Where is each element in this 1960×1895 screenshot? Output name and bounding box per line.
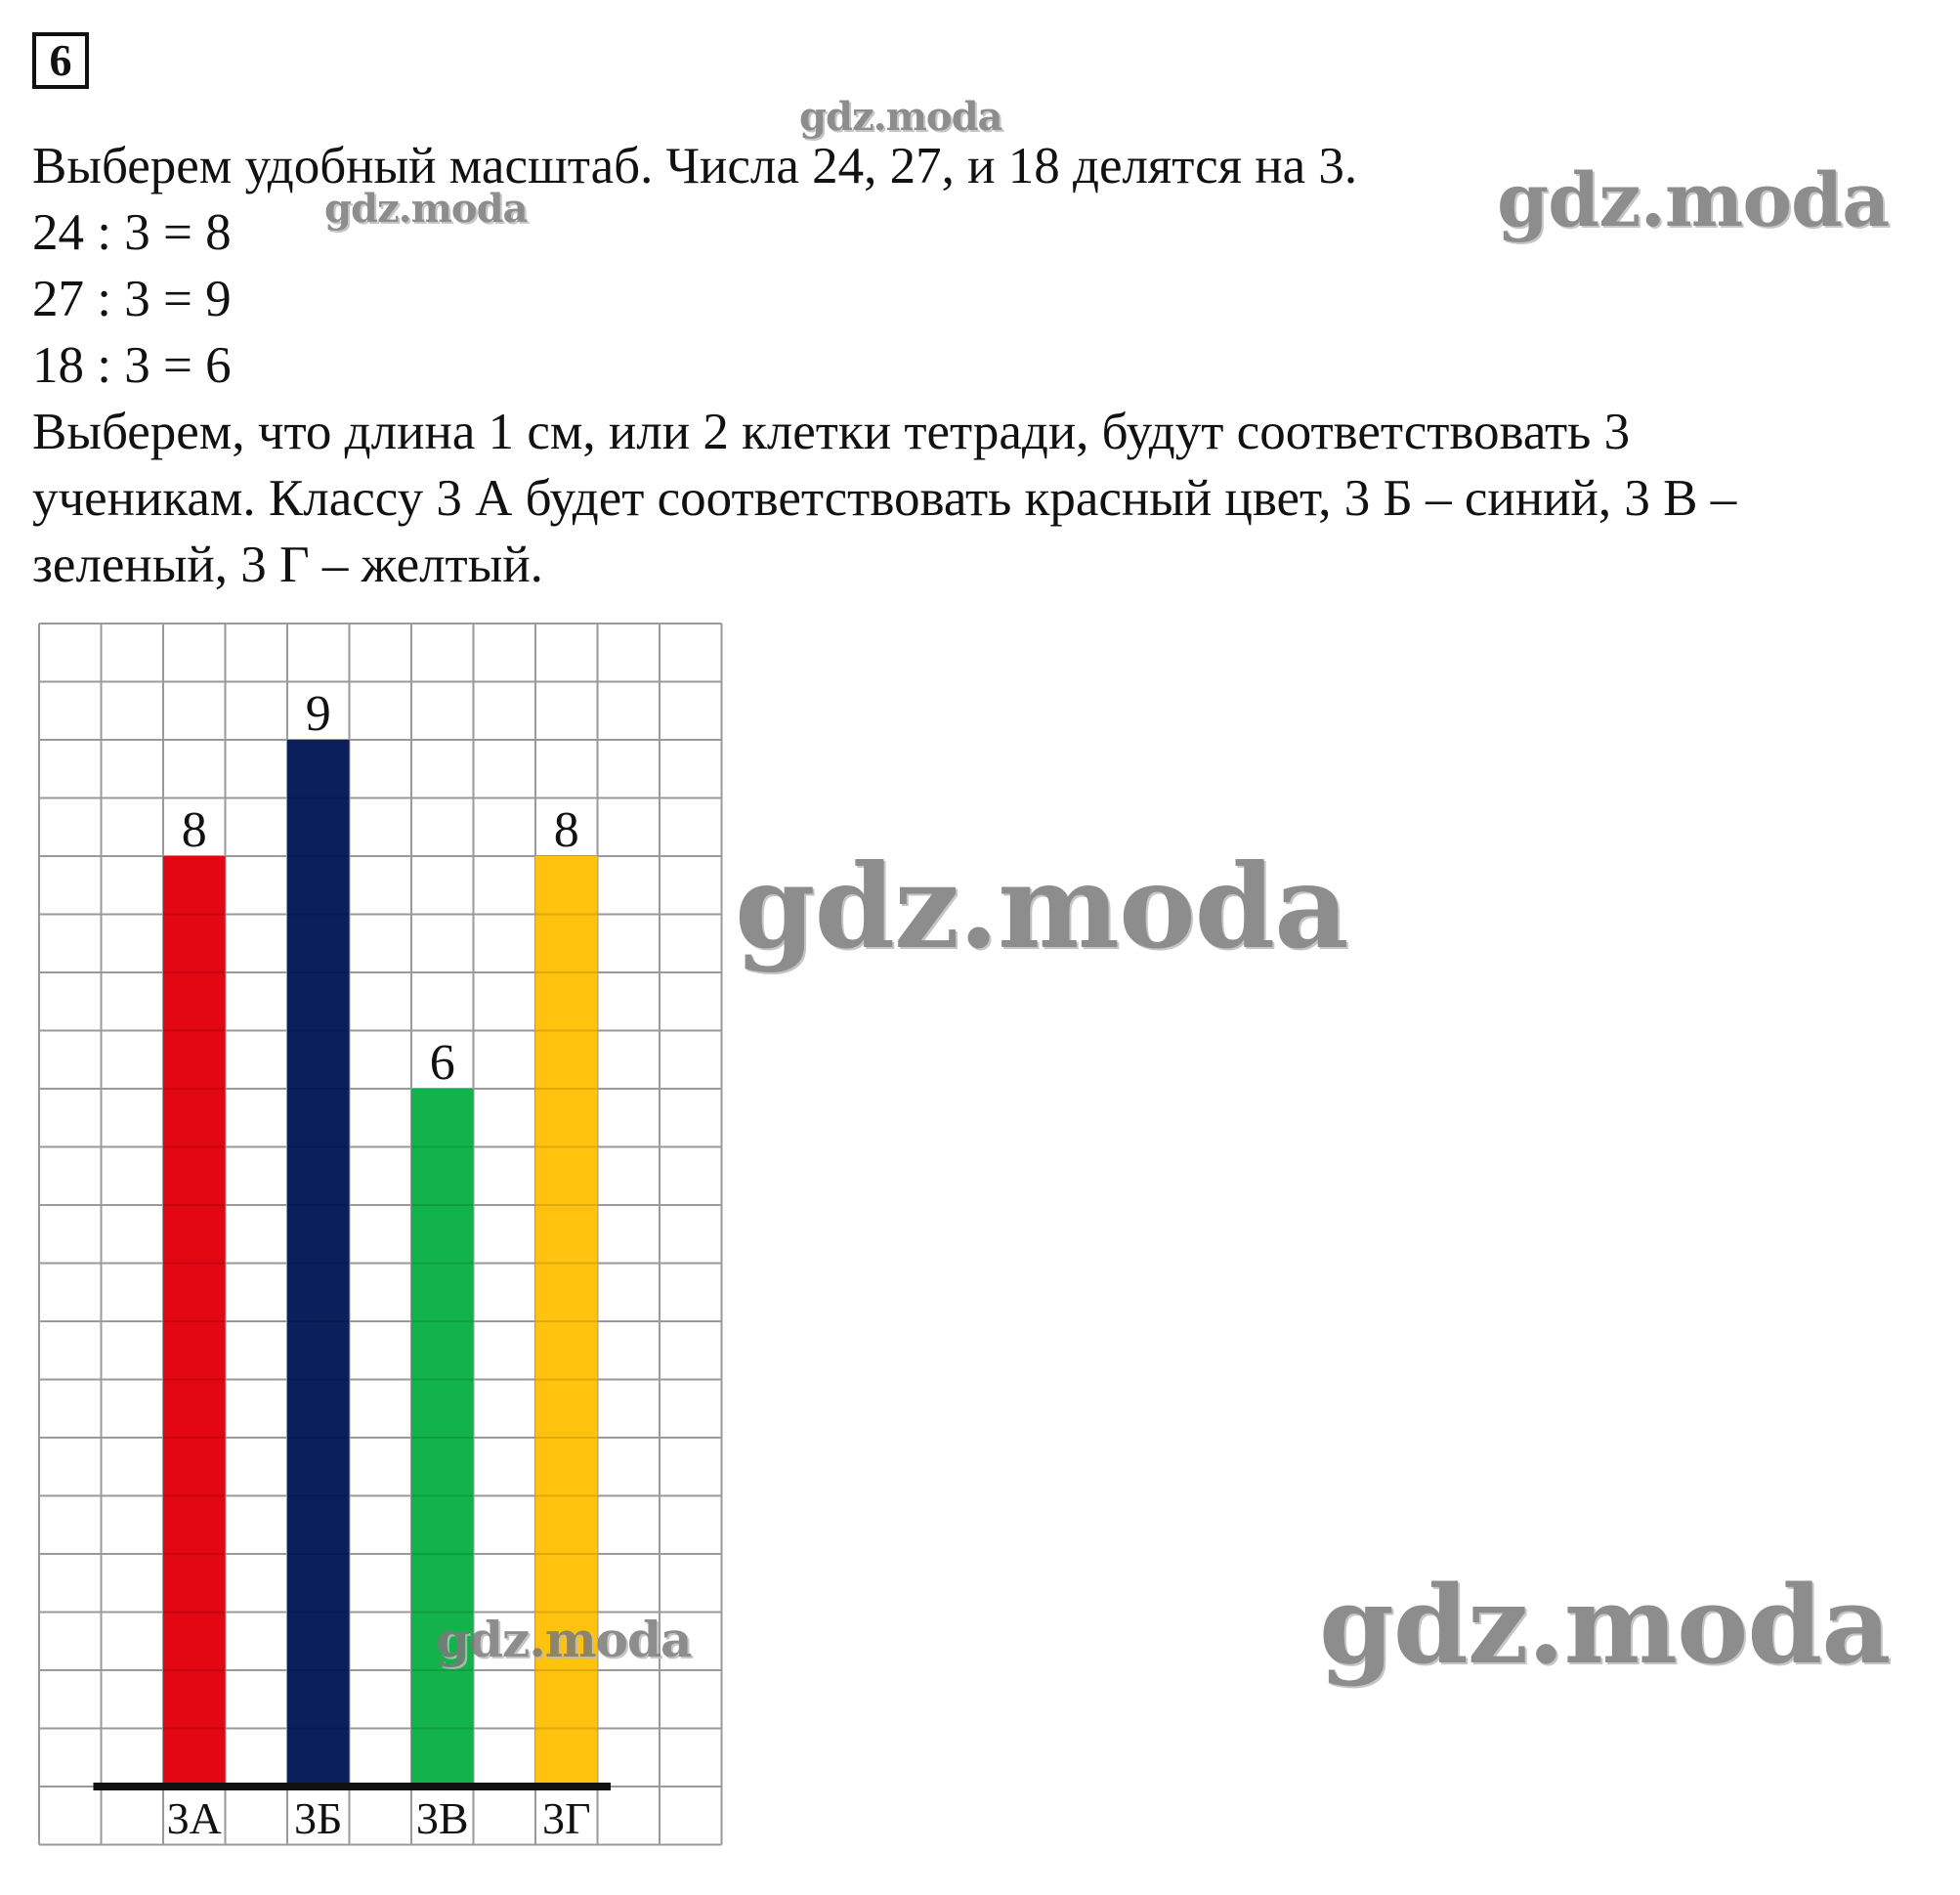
data-label: 8 [553, 802, 579, 858]
text-line-6: ученикам. Классу 3 А будет соответствовать красный цвет, 3 Б – синий, 3 В – [32, 470, 1737, 527]
category-label: 3А [166, 1793, 222, 1843]
text-line-7: зеленый, 3 Г – желтый. [32, 537, 543, 593]
watermark: gdz.moda [436, 1611, 692, 1668]
category-label: 3В [415, 1793, 469, 1843]
text-line-4: 18 : 3 = 6 [32, 337, 232, 394]
task-number: 6 [32, 32, 89, 89]
data-label: 8 [181, 802, 207, 858]
watermark: gdz.moda [324, 186, 528, 232]
text-line-5: Выберем, что длина 1 см, или 2 клетки тетради, будут соответствовать 3 [32, 404, 1631, 460]
watermark: gdz.moda [799, 94, 1002, 140]
data-label: 9 [305, 686, 331, 742]
text-line-1: Выберем удобный масштаб. Числа 24, 27, и 18 делятся на 3. [32, 138, 1358, 194]
category-label: 3Г [541, 1793, 591, 1843]
data-label: 6 [429, 1035, 455, 1091]
watermark: gdz.moda [735, 839, 1348, 974]
category-label: 3Б [294, 1793, 343, 1843]
watermark: gdz.moda [1497, 156, 1890, 243]
text-line-3: 27 : 3 = 9 [32, 271, 232, 327]
text-line-2: 24 : 3 = 8 [32, 204, 232, 261]
watermark: gdz.moda [1319, 1562, 1891, 1688]
